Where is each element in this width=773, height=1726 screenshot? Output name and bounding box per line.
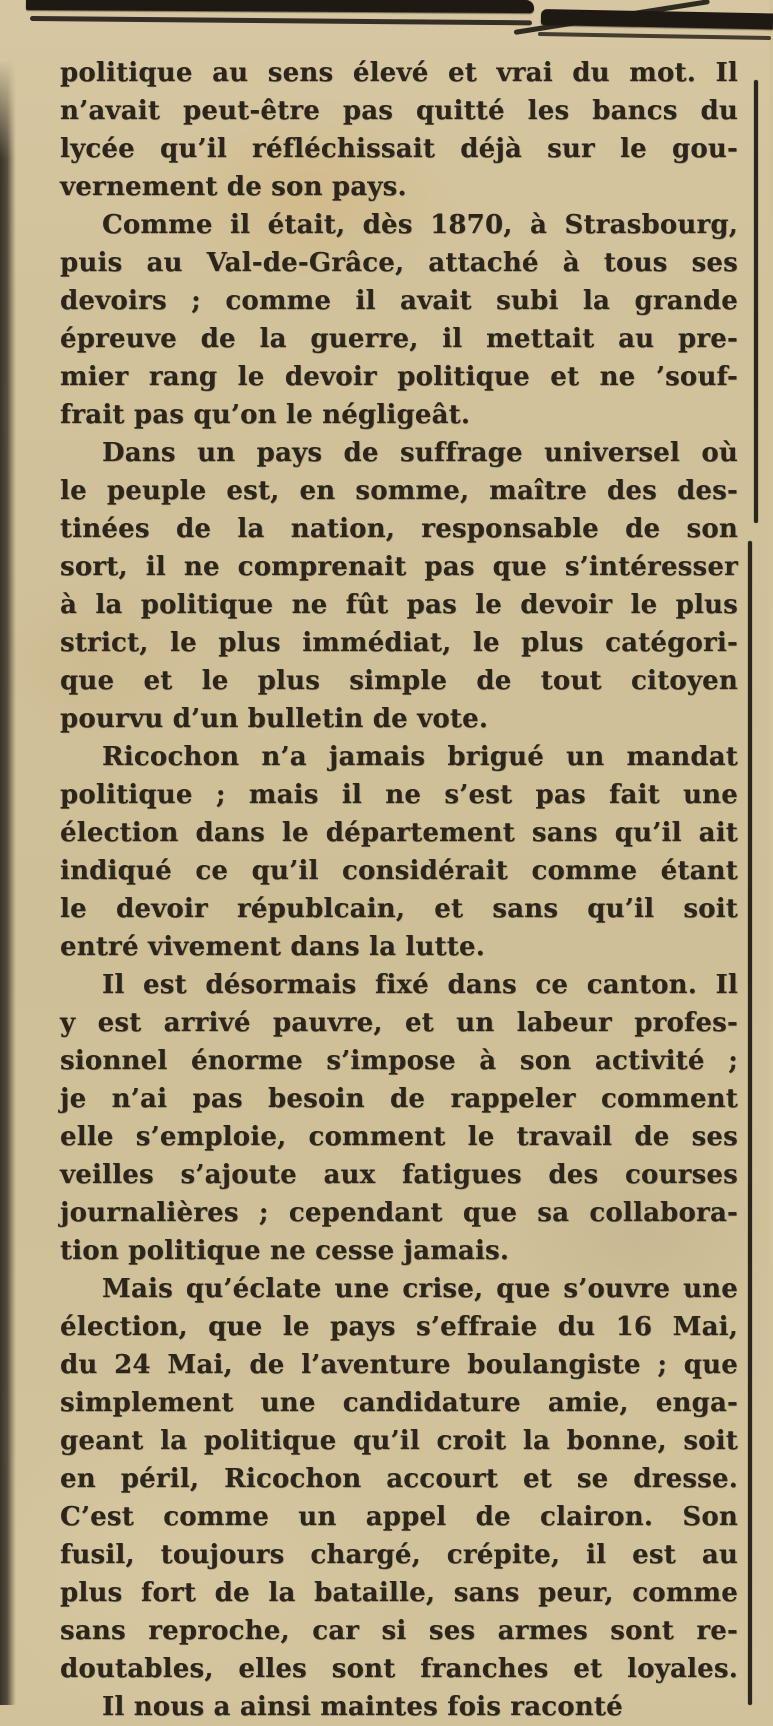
- text-line: politique ; mais il ne s’est pas fait une: [60, 780, 738, 810]
- text-line: du 24 Mai, de l’aventure boulangiste ; que: [60, 1350, 738, 1380]
- text-line: devoirs ; comme il avait subi la grande: [60, 286, 738, 316]
- paragraph: [60, 738, 738, 966]
- text-line: indiqué ce qu’il considérait comme étant: [60, 856, 738, 886]
- masthead-rule-left-thick: [26, 0, 534, 13]
- text-line: frait pas qu’on le négligeât.: [60, 400, 471, 430]
- text-line: lycée qu’il réfléchissait déjà sur le gou-: [60, 134, 738, 164]
- text-line: entré vivement dans la lutte.: [60, 932, 485, 962]
- text-line: journalières ; cependant que sa collabora-: [60, 1198, 738, 1228]
- column-rule-lower: [748, 541, 752, 1705]
- text-line: geant la politique qu’il croit la bonne, soit: [60, 1426, 738, 1456]
- paragraph: [60, 1270, 738, 1688]
- text-line: sans reproche, car si ses armes sont re-: [60, 1616, 738, 1646]
- text-line: vernement de son pays.: [60, 172, 407, 202]
- paragraph: [60, 206, 738, 434]
- text-line: y est arrivé pauvre, et un labeur profes-: [60, 1008, 738, 1038]
- text-line: que et le plus simple de tout citoyen: [60, 666, 738, 696]
- text-line: puis au Val-de-Grâce, attaché à tous ses: [60, 248, 738, 278]
- text-line: Mais qu’éclate une crise, que s’ouvre une: [102, 1274, 738, 1304]
- text-line: sort, il ne comprenait pas que s’intéresser: [60, 552, 738, 582]
- paragraph: [60, 434, 738, 738]
- text-line: doutables, elles sont franches et loyales.: [60, 1654, 738, 1684]
- text-line: élection, que le pays s’effraie du 16 Mai,: [60, 1312, 738, 1342]
- text-line: Il est désormais fixé dans ce canton. Il: [102, 970, 738, 1000]
- text-line: tinées de la nation, responsable de son: [60, 514, 738, 544]
- text-line: n’avait peut-être pas quitté les bancs du: [60, 96, 738, 126]
- text-line: C’est comme un appel de clairon. Son: [60, 1502, 738, 1532]
- article-column: [60, 54, 738, 1722]
- text-line: élection dans le département sans qu’il ait: [60, 818, 738, 848]
- text-line: à la politique ne fût pas le devoir le plus: [60, 590, 738, 620]
- text-line: en péril, Ricochon accourt et se dresse.: [60, 1464, 738, 1494]
- text-line: simplement une candidature amie, enga-: [60, 1388, 738, 1418]
- text-line: le devoir républcain, et sans qu’il soit: [60, 894, 738, 924]
- masthead-rule-right-thin: [538, 32, 771, 40]
- text-line: Comme il était, dès 1870, à Strasbourg,: [102, 210, 738, 240]
- column-rule-upper: [754, 80, 758, 523]
- masthead-rule-left-thin: [30, 16, 532, 25]
- paragraph: [60, 1688, 738, 1726]
- text-line: politique au sens élevé et vrai du mot. Il: [60, 58, 738, 88]
- text-line: elle s’emploie, comment le travail de ses: [60, 1122, 738, 1152]
- text-line: tion politique ne cesse jamais.: [60, 1236, 510, 1266]
- text-line: épreuve de la guerre, il mettait au pre-: [60, 324, 738, 354]
- page-gutter-shadow: [0, 60, 16, 1705]
- text-line: Dans un pays de suffrage universel où: [102, 438, 738, 468]
- text-line: strict, le plus immédiat, le plus catégori-: [60, 628, 738, 658]
- text-line: je n’ai pas besoin de rappeler comment: [60, 1084, 738, 1114]
- paragraph: [60, 966, 738, 1270]
- text-line: fusil, toujours chargé, crépite, il est au: [60, 1540, 738, 1570]
- text-line: le peuple est, en somme, maître des des-: [60, 476, 738, 506]
- text-line: Ricochon n’a jamais brigué un mandat: [102, 742, 738, 772]
- paragraph: [60, 54, 738, 206]
- text-line: plus fort de la bataille, sans peur, comme: [60, 1578, 738, 1608]
- text-line: pourvu d’un bulletin de vote.: [60, 704, 489, 734]
- masthead-rule-right-thick: [541, 9, 773, 29]
- text-line: sionnel énorme s’impose à son activité ;: [60, 1046, 738, 1076]
- text-line: Il nous a ainsi maintes fois raconté: [102, 1692, 623, 1722]
- text-line: mier rang le devoir politique et ne ’souf-: [60, 362, 738, 392]
- text-line: veilles s’ajoute aux fatigues des courses: [60, 1160, 738, 1190]
